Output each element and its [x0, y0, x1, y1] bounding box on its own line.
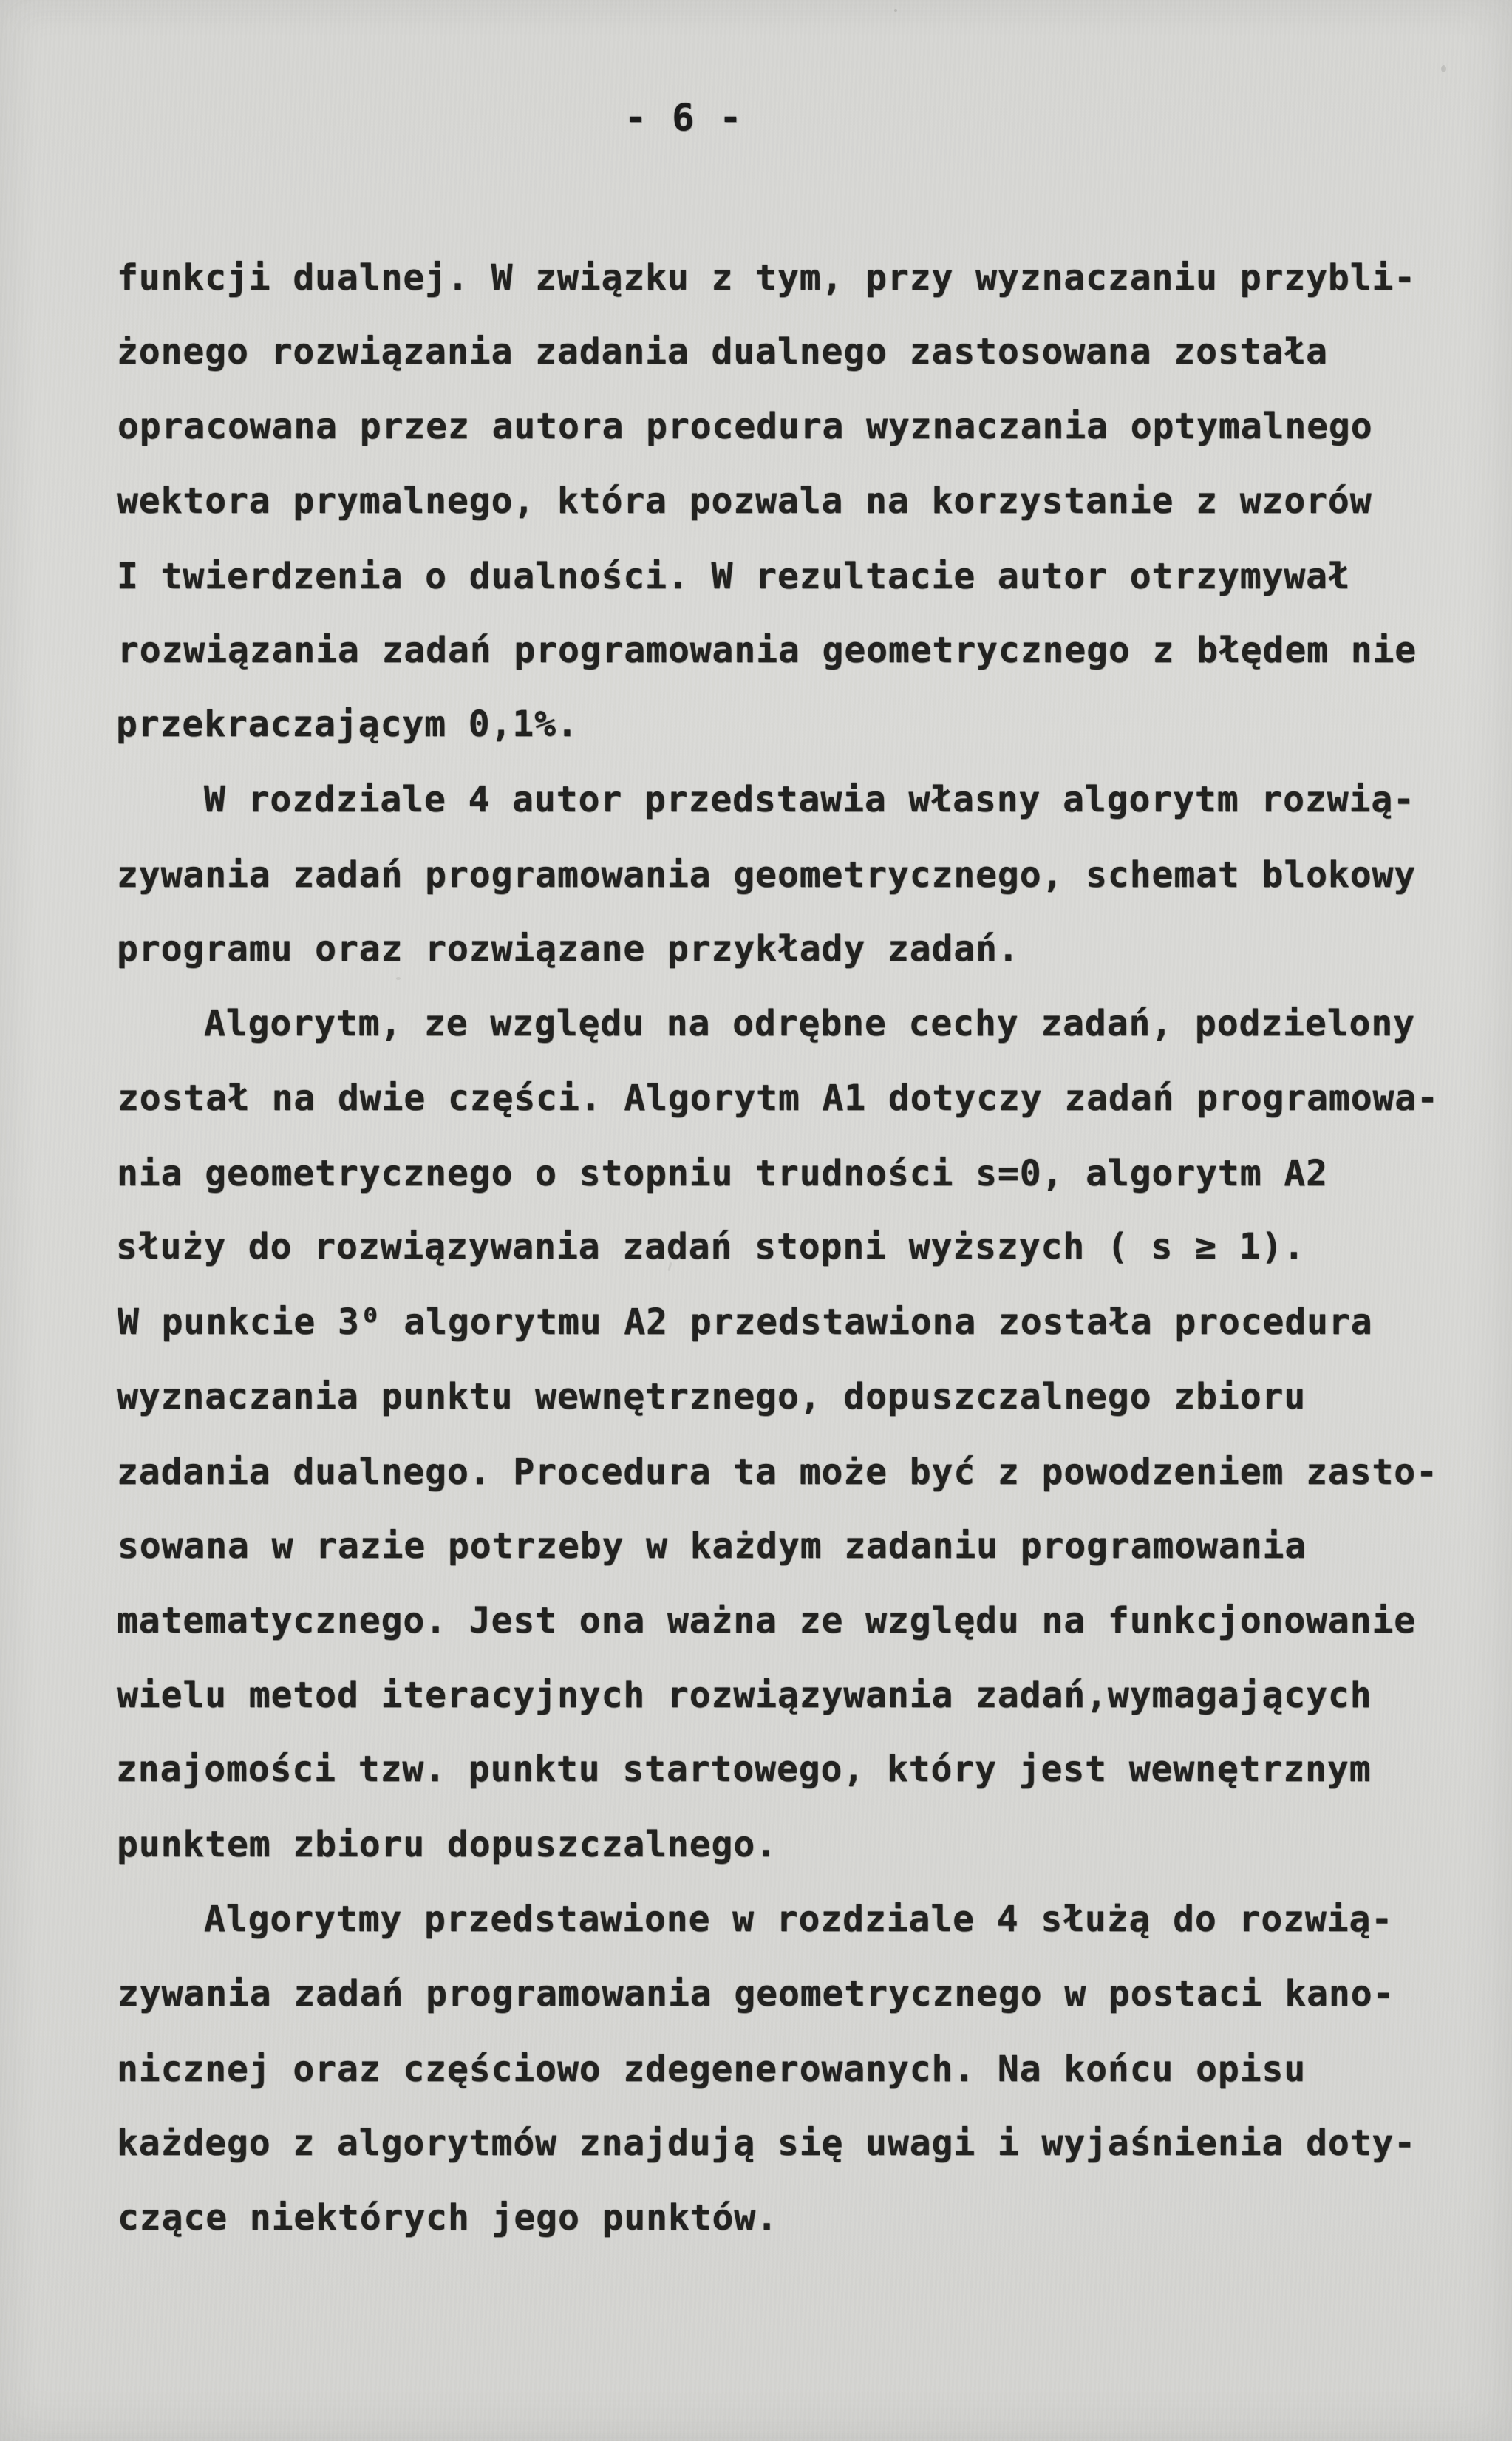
body-text	[117, 240, 1462, 2256]
text-line: wielu metod iteracyjnych rozwiązywania zadań,wymagających	[117, 1675, 1372, 1716]
text-line: sowana w razie potrzeby w każdym zadaniu programowania	[118, 1525, 1307, 1567]
text-line: został na dwie części. Algorytm A1 dotyczy zadań programowa-	[118, 1077, 1439, 1119]
text-line: nicznej oraz częściowo zdegenerowanych. Na końcu opisu	[117, 2049, 1307, 2090]
text-line: znajomości tzw. punktu startowego, który jest wewnętrznym	[116, 1749, 1372, 1790]
page-number-label: - 6 -	[624, 96, 743, 139]
text-line: Algorytm, ze względu na odrębne cechy zadań, podzielony	[204, 1003, 1415, 1044]
paper-speck	[1441, 65, 1446, 72]
text-line: Algorytmy przedstawione w rozdziale 4 służą do rozwią-	[204, 1899, 1394, 1940]
text-line: wyznaczania punktu wewnętrznego, dopuszczalnego zbioru	[117, 1376, 1307, 1417]
text-line: opracowana przez autora procedura wyznaczania optymalnego	[118, 406, 1373, 447]
text-line: nia geometrycznego o stopniu trudności s=0, algorytm A2	[117, 1153, 1328, 1194]
text-line: czące niektórych jego punktów.	[118, 2197, 778, 2239]
text-line: funkcji dualnej. W związku z tym, przy wyznaczaniu przybli-	[117, 257, 1417, 299]
text-line: zadania dualnego. Procedura ta może być z powodzeniem zasto-	[117, 1451, 1438, 1493]
text-line: punktem zbioru dopuszczalnego.	[117, 1824, 777, 1865]
text-line: zywania zadań programowania geometrycznego w postaci kano-	[118, 1973, 1395, 2015]
text-line: I twierdzenia o dualności. W rezultacie autor otrzymywał	[117, 556, 1350, 597]
text-line: wektora prymalnego, która pozwala na korzystanie z wzorów	[117, 480, 1372, 522]
text-line: matematycznego. Jest ona ważna ze względu na funkcjonowanie	[117, 1600, 1417, 1641]
text-line: przekraczającym 0,1%.	[116, 704, 579, 745]
paper-speck	[894, 9, 897, 12]
text-line: każdego z algorytmów znajdują się uwagi i wyjaśnienia doty-	[117, 2122, 1417, 2164]
text-line: zywania zadań programowania geometrycznego, schemat blokowy	[117, 854, 1417, 896]
text-line: służy do rozwiązywania zadań stopni wyższych ( s ≥ 1).	[116, 1226, 1306, 1267]
text-line: W punkcie 3⁰ algorytmu A2 przedstawiona została procedura	[118, 1301, 1373, 1343]
text-line: żonego rozwiązania zadania dualnego zastosowana została	[117, 331, 1328, 372]
text-line: programu oraz rozwiązane przykłady zadań.	[117, 928, 1020, 970]
text-line: W rozdziale 4 autor przedstawia własny algorytm rozwią-	[204, 779, 1415, 820]
text-line: rozwiązania zadań programowania geometrycznego z błędem nie	[118, 630, 1417, 671]
